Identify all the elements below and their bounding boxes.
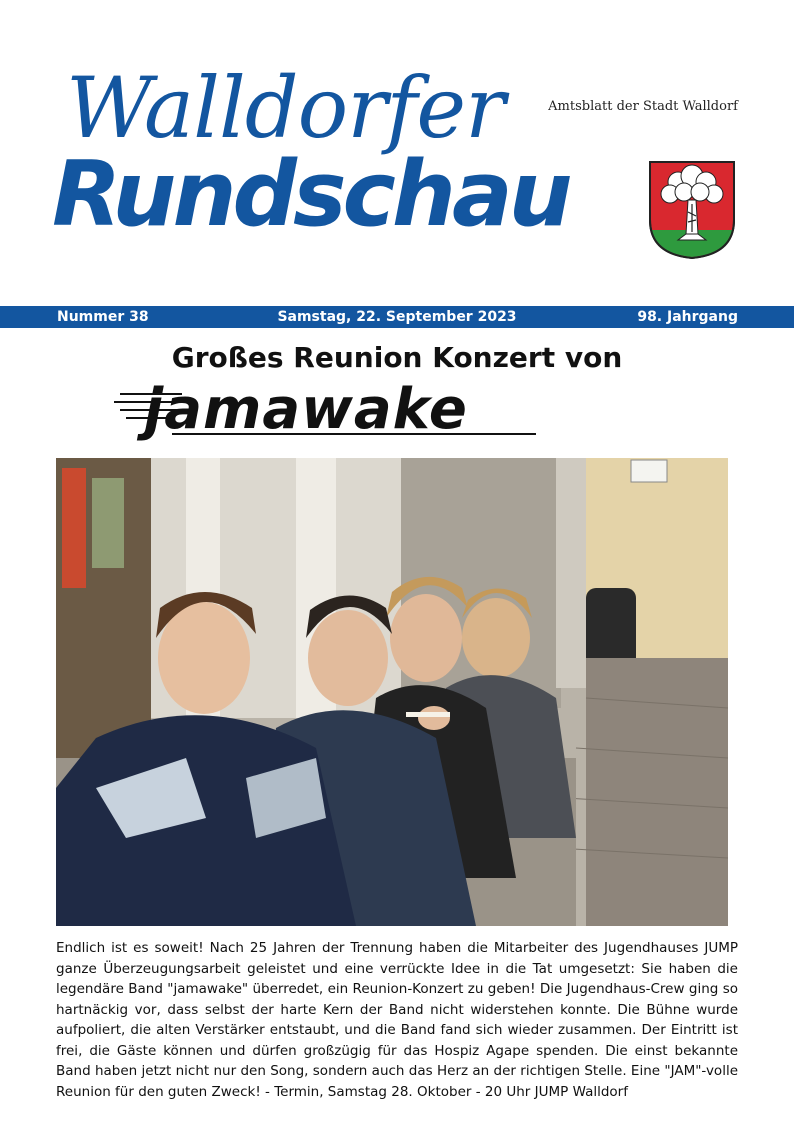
issue-date: Samstag, 22. September 2023 [277, 309, 517, 325]
issue-bar [0, 306, 794, 328]
coat-of-arms-icon [648, 160, 736, 260]
masthead-title-line2: Rundschau [52, 142, 569, 247]
masthead-title-line1: Walldorfer [66, 59, 505, 157]
issue-volume: 98. Jahrgang [637, 309, 738, 325]
masthead-subtitle: Amtsblatt der Stadt Walldorf [548, 99, 738, 114]
band-logo-text: jamawake [144, 377, 468, 442]
band-photo [56, 458, 728, 926]
article-body: Endlich ist es soweit! Nach 25 Jahren der Trennung haben die Mitarbeiter des Jugendhauses JUMP ganze Überzeugungsarbeit geleistet und eine verrückte Idee in die Tat umgesetzt: Sie haben die legendäre Band "jamawake" überredet, ein Reunion-Konzert zu geben! Die Jugendhaus-Crew ging so hartnäckig vor, dass selbst der harte Kern der Band nicht widerstehen konnte. Die Bühne wurde aufpoliert, die alten Verstärker entstaubt, und die Band fand sich wieder zusammen. Der Eintritt ist frei, die Gäste können und dürfen großzügig für das Hospiz Agape spenden. Die einst bekannte Band haben jetzt nicht nur den Song, sondern auch das Herz an der richtigen Stelle. Eine "JAM"-volle Reunion für den guten Zweck! - Termin, Samstag 28. Oktober - 20 Uhr JUMP Walldorf [56, 940, 738, 1100]
issue-number: Nummer 38 [57, 309, 149, 325]
band-logo [112, 370, 542, 454]
headline: Großes Reunion Konzert von [171, 341, 623, 374]
